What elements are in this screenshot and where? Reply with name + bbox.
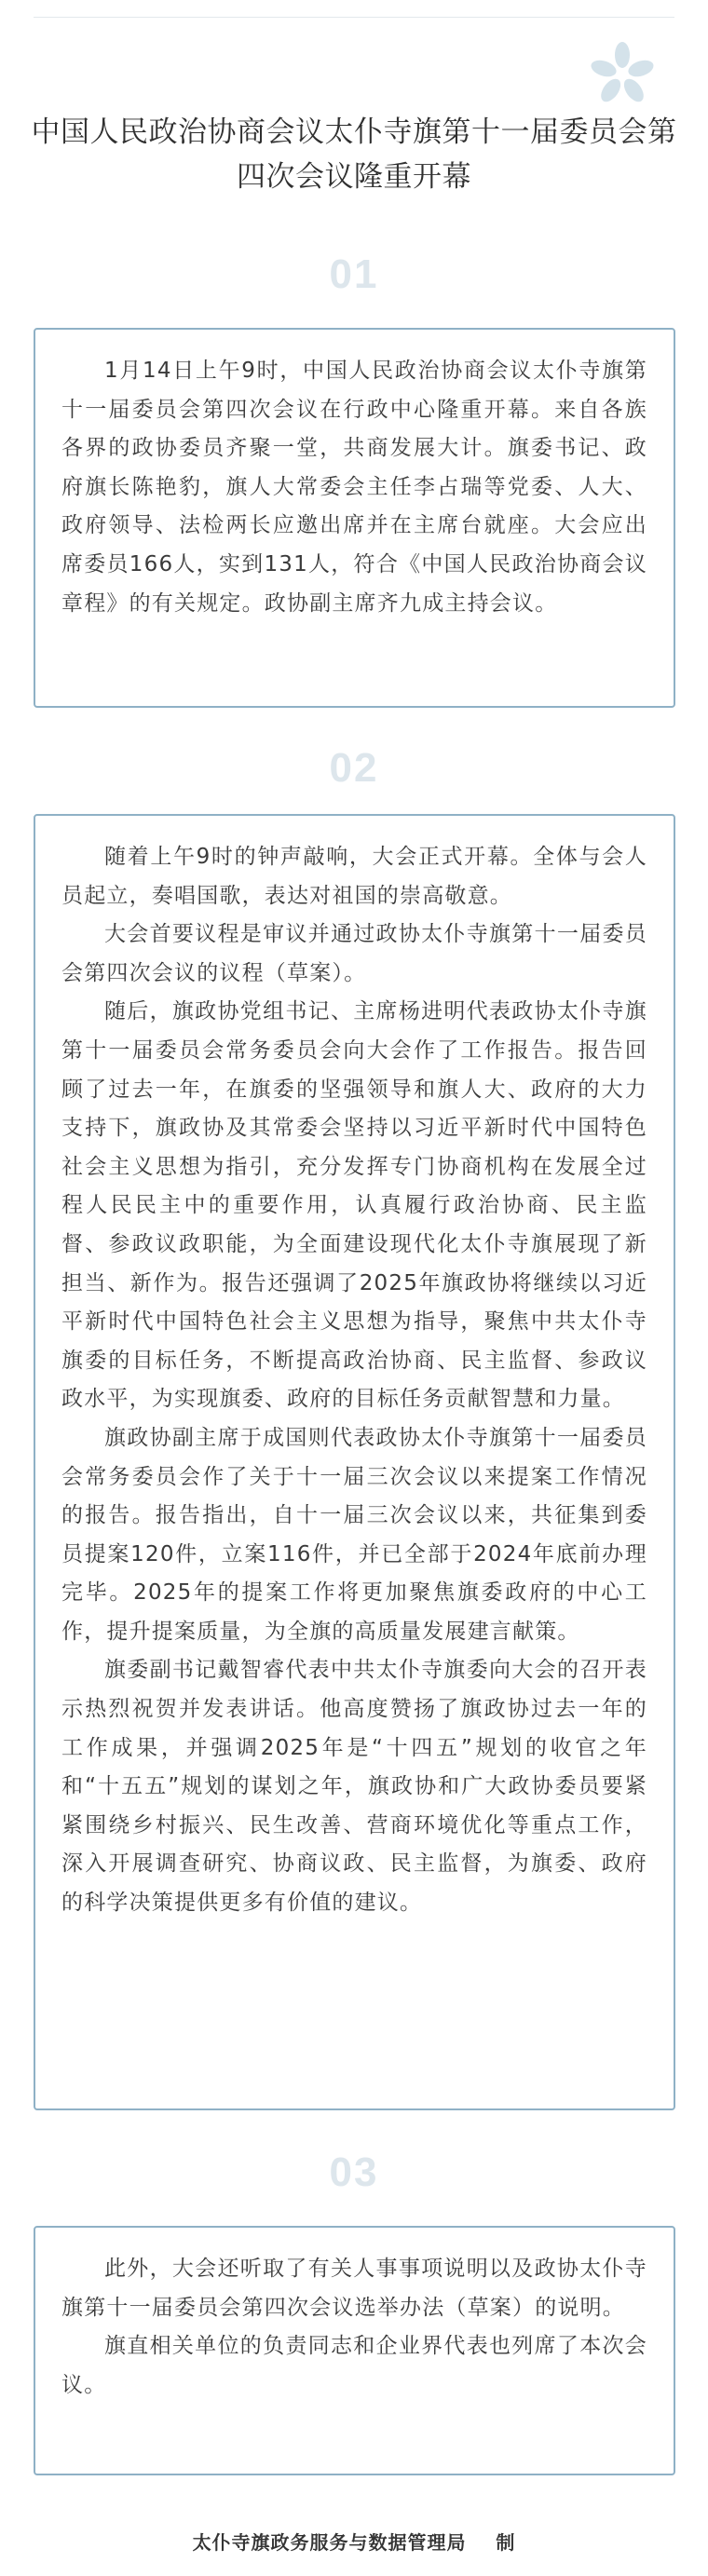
section-02-paragraph: 随着上午9时的钟声敲响，大会正式开幕。全体与会人员起立，奏唱国歌，表达对祖国的崇高敬意。 <box>61 845 647 908</box>
section-02-box <box>34 814 675 2110</box>
flower-icon <box>587 39 658 110</box>
section-number-03: 03 <box>329 2149 379 2195</box>
section-02-paragraph: 旗委副书记戴智睿代表中共太仆寺旗委向大会的召开表示热烈祝贺并发表讲话。他高度赞扬了旗政协过去一年的工作成果，并强调2025年是“十四五”规划的收官之年和“十五五”规划的谋划之年，旗政协和广大政协委员要紧紧围绕乡村振兴、民生改善、营商环境优化等重点工作，深入开展调查研究、协商议政、民主监督，为旗委、政府的科学决策提供更多有价值的建议。 <box>61 1658 647 1916</box>
section-01-paragraph: 1月14日上午9时，中国人民政治协商会议太仆寺旗第十一届委员会第四次会议在行政中心隆重开幕。来自各族各界的政协委员齐聚一堂，共商发展大计。旗委书记、政府旗长陈艳豹，旗人大常委会主任李占瑞等党委、人大、政府领导、法检两长应邀出席并在主席台就座。大会应出席委员166人，实到131人，符合《中国人民政治协商会议章程》的有关规定。政协副主席齐九成主持会议。 <box>61 359 647 616</box>
section-03-paragraph: 旗直相关单位的负责同志和企业界代表也列席了本次会议。 <box>61 2334 647 2397</box>
article-title: 中国人民政治协商会议太仆寺旗第十一届委员会第四次会议隆重开幕 <box>31 115 677 194</box>
section-03-paragraph: 此外，大会还听取了有关人事事项说明以及政协太仆寺旗第十一届委员会第四次会议选举办法（草案）的说明。 <box>61 2257 647 2320</box>
section-02-paragraph: 旗政协副主席于成国则代表政协太仆寺旗第十一届委员会常务委员会作了关于十一届三次会议以来提案工作情况的报告。报告指出，自十一届三次会议以来，共征集到委员提案120件，立案116件，并已全部于2024年底前办理完毕。2025年的提案工作将更加聚焦旗委政府的中心工作，提升提案质量，为全旗的高质量发展建言献策。 <box>61 1425 647 1644</box>
section-02-paragraph: 随后，旗政协党组书记、主席杨进明代表政协太仆寺旗第十一届委员会常务委员会向大会作了工作报告。报告回顾了过去一年，在旗委的坚强领导和旗人大、政府的大力支持下，旗政协及其常委会坚持以习近平新时代中国特色社会主义思想为指引，充分发挥专门协商机构在发展全过程人民民主中的重要作用，认真履行政治协商、民主监督、参政议政职能，为全面建设现代化太仆寺旗展现了新担当、新作为。报告还强调了2025年旗政协将继续以习近平新时代中国特色社会主义思想为指导，聚焦中共太仆寺旗委的目标任务，不断提高政治协商、民主监督、参政议政水平，为实现旗委、政府的目标任务贡献智慧和力量。 <box>61 999 647 1412</box>
section-01-box <box>34 328 675 708</box>
section-02-paragraph: 大会首要议程是审议并通过政协太仆寺旗第十一届委员会第四次会议的议程（草案）。 <box>61 922 647 985</box>
top-divider <box>34 17 674 18</box>
section-number-02: 02 <box>329 745 379 791</box>
footer-credit: 太仆寺旗政务服务与数据管理局 制 <box>192 2531 516 2554</box>
section-number-01: 01 <box>329 251 379 297</box>
section-03-box <box>34 2226 675 2475</box>
